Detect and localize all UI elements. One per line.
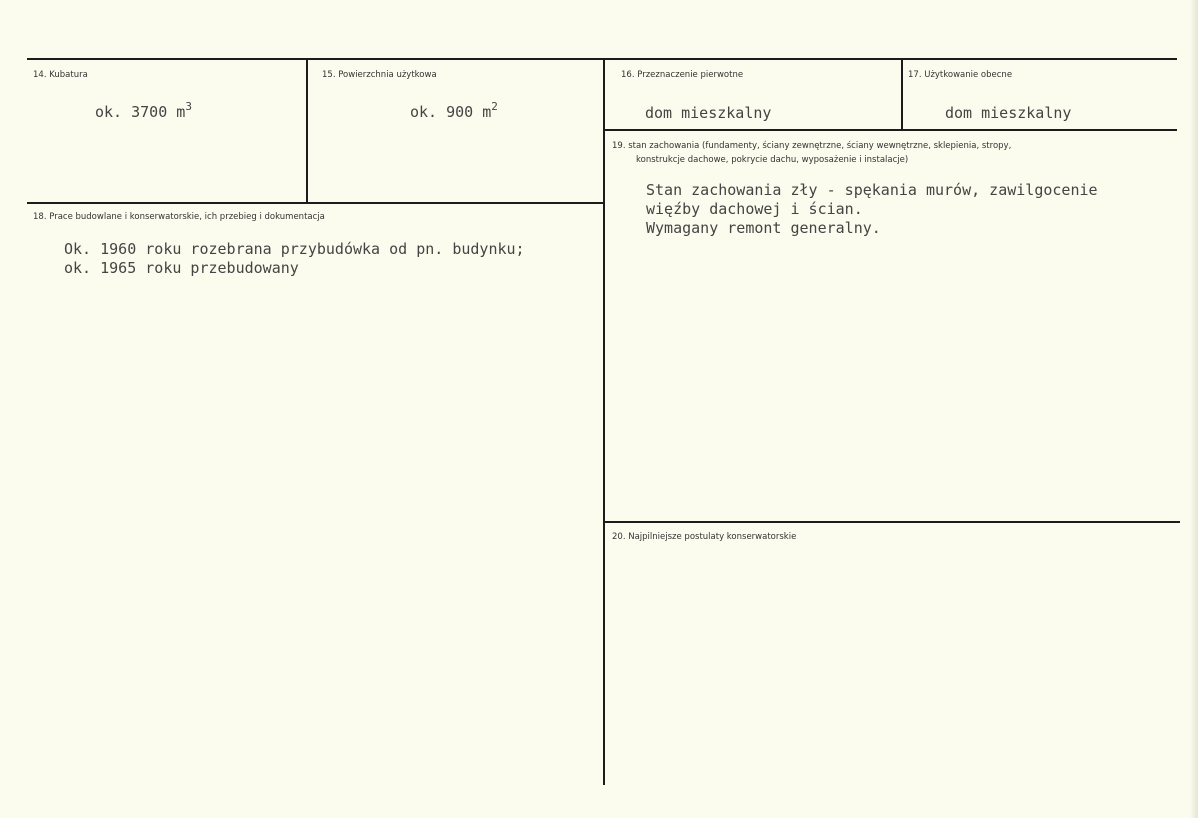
field-17-label: 17. Użytkowanie obecne — [908, 70, 1013, 80]
field-14-value-sup: 3 — [185, 100, 192, 113]
field-15-value-sup: 2 — [491, 100, 498, 113]
field-16-label: 16. Przeznaczenie pierwotne — [621, 70, 744, 80]
field-19-label-line-2: konstrukcje dachowe, pokrycie dachu, wyposażenie i instalacje) — [636, 155, 909, 165]
field-15-label: 15. Powierzchnia użytkowa — [322, 70, 437, 80]
field-16-value: dom mieszkalny — [645, 104, 772, 122]
field-19-line-1: Stan zachowania zły - spękania murów, zawilgocenie — [646, 181, 1098, 199]
field-19-line-3: Wymagany remont generalny. — [646, 219, 881, 237]
field-18-line-2: ok. 1965 roku przebudowany — [64, 259, 299, 277]
field-19-line-2: więźby dachowej i ścian. — [646, 200, 863, 218]
field-19-label-line-1: 19. stan zachowania (fundamenty, ściany zewnętrzne, ściany wewnętrzne, sklepienia, stropy, — [612, 141, 1012, 151]
field-20-label: 20. Najpilniejsze postulaty konserwatorskie — [612, 532, 797, 542]
rule-above-20 — [604, 521, 1180, 523]
divider-14-15 — [306, 60, 308, 203]
field-14-value-text: ok. 3700 m — [95, 103, 186, 121]
field-14-label: 14. Kubatura — [33, 70, 88, 80]
field-18-line-1: Ok. 1960 roku rozebrana przybudówka od pn. budynku; — [64, 240, 525, 258]
top-rule — [27, 58, 1177, 60]
rule-above-19 — [604, 129, 1177, 131]
field-18-label: 18. Prace budowlane i konserwatorskie, ich przebieg i dokumentacja — [33, 212, 325, 222]
divider-16-17 — [901, 60, 903, 130]
paper-edge-shadow — [1190, 0, 1198, 818]
field-17-value: dom mieszkalny — [945, 104, 1072, 122]
rule-above-18 — [27, 202, 604, 204]
field-15-value — [410, 100, 498, 123]
field-14-value — [95, 100, 192, 123]
center-divider — [603, 60, 605, 785]
field-15-value-text: ok. 900 m — [410, 103, 492, 121]
